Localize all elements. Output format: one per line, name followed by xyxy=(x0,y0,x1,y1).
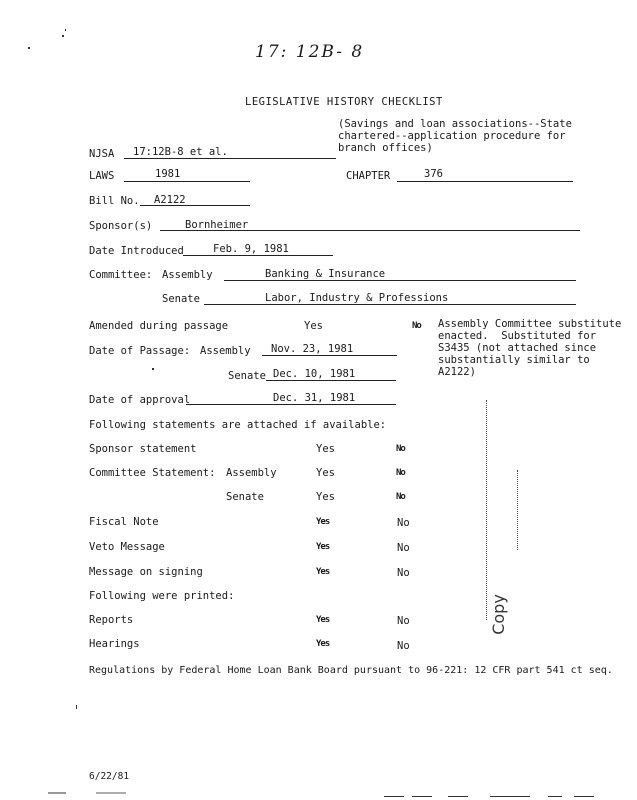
committee-assembly-underline xyxy=(224,280,576,281)
sponsor-label: Sponsor(s) xyxy=(89,220,153,232)
fiscal-note-label: Fiscal Note xyxy=(89,516,159,528)
committee-statement-assembly-yes: Yes xyxy=(316,467,335,479)
njsa-underline xyxy=(124,158,336,159)
committee-statement-assembly-no-struck: No xyxy=(396,468,405,478)
sponsor-value: Bornheimer xyxy=(185,219,249,231)
fiscal-note-no: No xyxy=(397,517,410,529)
hearings-no: No xyxy=(397,640,410,652)
sponsor-underline xyxy=(160,230,580,231)
bill-value: A2122 xyxy=(154,194,186,206)
laws-label: LAWS xyxy=(89,170,115,182)
message-signing-label: Message on signing xyxy=(89,566,203,578)
passage-senate-value: Dec. 10, 1981 xyxy=(273,368,356,380)
bottom-dash xyxy=(384,796,404,797)
chapter-value: 376 xyxy=(424,168,443,180)
hearings-yes-struck: Yes xyxy=(316,639,330,649)
introduced-underline xyxy=(183,255,333,256)
reports-label: Reports xyxy=(89,614,134,626)
chapter-label: CHAPTER xyxy=(346,170,391,182)
veto-message-no: No xyxy=(397,542,410,554)
committee-assembly-value: Banking & Insurance xyxy=(265,268,386,280)
hearings-label: Hearings xyxy=(89,638,140,650)
side-dotted-mark-2 xyxy=(517,470,518,550)
committee-assembly-label: Assembly xyxy=(162,269,213,281)
reports-yes-struck: Yes xyxy=(316,615,330,625)
passage-assembly-label: Assembly xyxy=(200,345,251,357)
bottom-dash xyxy=(490,796,530,797)
message-signing-no: No xyxy=(397,567,410,579)
approval-label: Date of approval xyxy=(89,394,191,406)
regulations-text: Regulations by Federal Home Loan Bank Board pursuant to 96-221: 12 CFR part 541 ct seq. xyxy=(89,665,613,676)
scan-speck xyxy=(48,792,66,794)
committee-senate-underline xyxy=(204,304,576,305)
introduced-label: Date Introduced xyxy=(89,245,184,257)
amended-note: Assembly Committee substitute enacted. Substituted for S3435 (not attached since substantially similar to A2122) xyxy=(438,318,622,378)
scan-speck xyxy=(96,792,126,794)
laws-value: 1981 xyxy=(155,168,181,180)
message-signing-yes-struck: Yes xyxy=(316,567,330,577)
footer-date: 6/22/81 xyxy=(89,771,130,782)
veto-message-yes-struck: Yes xyxy=(316,542,330,552)
introduced-value: Feb. 9, 1981 xyxy=(213,243,289,255)
reports-no: No xyxy=(397,615,410,627)
committee-statement-assembly-label: Assembly xyxy=(226,467,277,479)
bottom-dash xyxy=(412,796,432,797)
amended-label: Amended during passage xyxy=(89,320,229,332)
bill-underline xyxy=(140,205,250,206)
sponsor-statement-no-struck: No xyxy=(396,444,405,454)
committee-statement-senate-no-struck: No xyxy=(396,492,405,502)
scan-speck xyxy=(152,368,154,370)
committee-statement-senate-label: Senate xyxy=(226,491,264,503)
passage-senate-label: Senate xyxy=(228,370,266,382)
printed-heading: Following were printed: xyxy=(89,590,235,602)
scan-speck xyxy=(62,35,64,37)
subject-note: (Savings and loan associations--State chartered--application procedure for branch offices) xyxy=(338,118,572,154)
passage-assembly-value: Nov. 23, 1981 xyxy=(271,343,354,355)
njsa-label: NJSA xyxy=(89,148,115,160)
committee-senate-label: Senate xyxy=(162,293,200,305)
scan-speck xyxy=(76,705,77,709)
committee-label: Committee: xyxy=(89,269,153,281)
sponsor-statement-label: Sponsor statement xyxy=(89,443,197,455)
laws-underline xyxy=(124,181,250,182)
bottom-dash xyxy=(574,796,594,797)
document-title: LEGISLATIVE HISTORY CHECKLIST xyxy=(245,96,443,108)
side-stamp: Copy xyxy=(488,594,508,635)
amended-yes: Yes xyxy=(304,320,323,332)
committee-senate-value: Labor, Industry & Professions xyxy=(265,292,449,304)
sponsor-statement-yes: Yes xyxy=(316,443,335,455)
bottom-dash xyxy=(448,796,468,797)
fiscal-note-yes-struck: Yes xyxy=(316,517,330,527)
veto-message-label: Veto Message xyxy=(89,541,165,553)
bottom-dash xyxy=(548,796,562,797)
bill-label: Bill No. xyxy=(89,195,140,207)
approval-underline xyxy=(186,404,396,405)
amended-no-struck: No xyxy=(412,321,421,331)
committee-statement-senate-yes: Yes xyxy=(316,491,335,503)
passage-senate-underline xyxy=(266,380,396,381)
passage-label: Date of Passage: xyxy=(89,345,191,357)
scan-speck xyxy=(65,29,66,31)
chapter-underline xyxy=(397,181,573,182)
attached-heading: Following statements are attached if available: xyxy=(89,419,387,431)
njsa-value: 17:12B-8 et al. xyxy=(133,146,228,158)
handwritten-reference: 17: 12B- 8 xyxy=(255,42,365,62)
approval-value: Dec. 31, 1981 xyxy=(273,392,356,404)
passage-assembly-underline xyxy=(262,355,397,356)
side-dotted-mark xyxy=(486,400,487,620)
committee-statement-label: Committee Statement: xyxy=(89,467,216,479)
scan-speck xyxy=(28,47,30,49)
